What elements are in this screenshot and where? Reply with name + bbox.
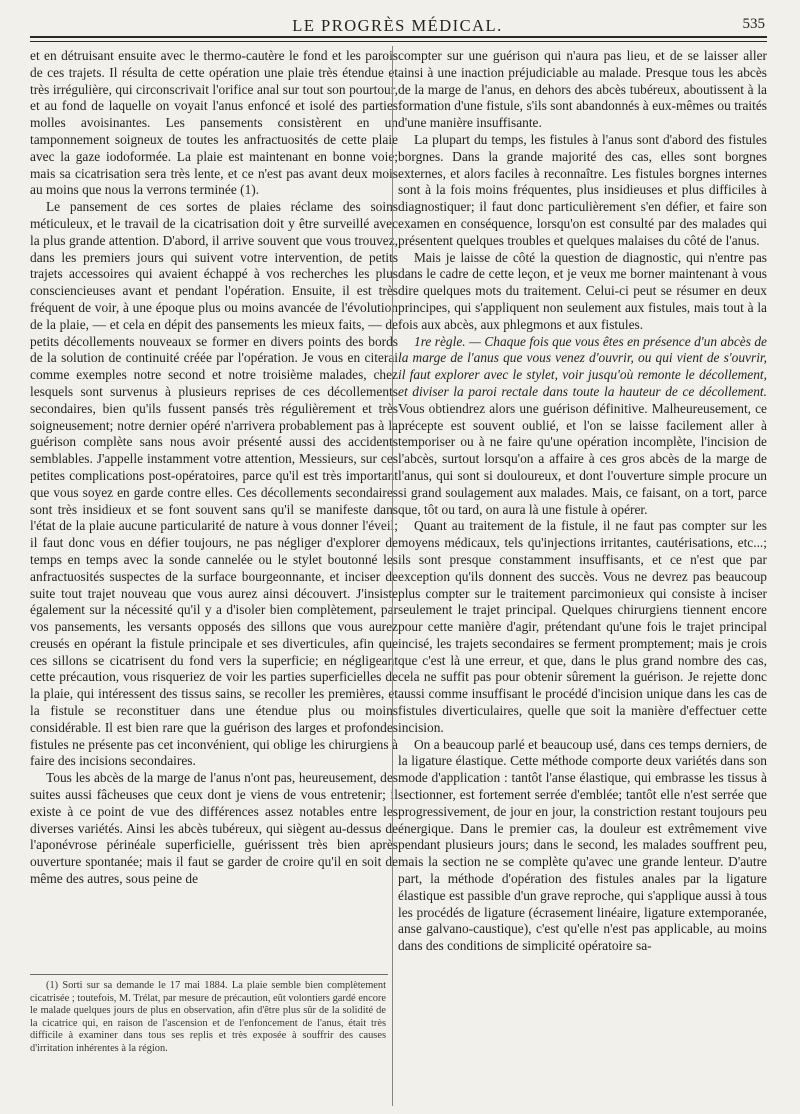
footnote-rule — [30, 974, 388, 975]
rule-label: 1re règle. — — [414, 333, 481, 349]
paragraph: Quant au traitement de la fistule, il ne faut pas compter sur les moyens médicaux, tels qu'injections irritantes, cautérisations, etc...; ils sont presque constamment insuffisants, et ce n'est que par exception qu'ils donnent des succès. Vous ne devrez pas beaucoup plus compter sur le traitement parcimonieux qui consiste à inciser seulement le trajet principal. Quelques chirurgiens tiennent encore pour cette manière d'agir, prétendant qu'une fois le trajet principal incisé, les trajets secondaires se ferment promptement; mais je crois que c'est là une erreur, et que, dans le plus grand nombre des cas, cela ne suffit pas pour obtenir sûrement la guérison. Je rejette donc aussi comme insuffisant le procédé d'incision unique dans les cas de fistules diverticulaires, quelle que soit la manière d'effectuer cette incision. — [398, 518, 767, 735]
running-title: LE PROGRÈS MÉDICAL. — [292, 16, 503, 35]
paragraph: compter sur une guérison qui n'aura pas lieu, et de se laisser aller ainsi à une inaction préjudiciable au malade. Presque tous les abcès de la marge de l'anus, en dehors des abcès tubéreux, aboutissent à la formation d'une fistule, s'ils sont abandonnés à eux-mêmes ou traités d'une manière insuffisante. — [398, 48, 767, 131]
paragraph: La plupart du temps, les fistules à l'anus sont d'abord des fistules borgnes. Dans la grande majorité des cas, elles sont borgnes externes, et alors faciles à reconnaître. Les fistules borgnes internes sont à la fois moins fréquentes, plus insidieuses et plus difficiles à diagnostiquer; il faut donc particulièrement s'en défier, et faire son examen en conséquence, lorsqu'on est consulté par des malades qui présentent quelques troubles et quelques malaises du côté de l'anus. — [398, 131, 767, 248]
left-column — [30, 48, 398, 888]
rule-statement: Chaque fois que vous êtes en présence d'un abcès de la marge de l'anus que vous venez d'ouvrir, ou qui vient de s'ouvrir, il faut explorer avec le stylet, voir jusqu'où remonte le décollement, et diviser la paroi rectale dans toute la hauteur de ce décollement. — [398, 333, 767, 399]
header-rule-thin — [30, 41, 767, 42]
column-divider — [392, 46, 393, 1106]
paragraph: On a beaucoup parlé et beaucoup usé, dans ces temps derniers, de la ligature élastique. Cette méthode comporte deux variétés dans son mode d'application : tantôt l'anse élastique, qui embrasse les tissus à sectionner, est fortement serrée d'emblée; tantôt elle n'est serrée que progressivement, de jour en jour, la constriction restant toujours peu énergique. Dans le premier cas, la douleur est extrêmement vive pendant plusieurs jours; dans le second, les malades souffrent peu, mais la section ne se complète qu'avec une grande lenteur. D'autre part, la méthode d'opération des fistules anales par la ligature élastique est passible d'un grave reproche, qui s'applique aussi à tous les procédés de ligature (écrasement linéaire, ligature extemporanée, anse galvano-caustique), c'est qu'elle n'est pas applicable, au moins dans des conditions de simplicité opératoire sa- — [398, 736, 767, 954]
page-number: 535 — [742, 16, 765, 32]
header-rule-thick — [30, 36, 767, 38]
paragraph: et en détruisant ensuite avec le thermo-cautère le fond et les parois de ces trajets. Il résulta de cette opération une plaie très étendue et très irrégulière, qui circonscrivait l'orifice anal sur tout son pourtour, et au fond de laquelle on voyait l'anus enfoncé et isolé des parties molles avoisinantes. Les pansements consistèrent en un tamponnement soigneux de toutes les anfractuosités de cette plaie avec la gaze iodoformée. La plaie est maintenant en bonne voie; mais sa cicatrisation sera très lente, et ce n'est pas avant deux mois au moins que nous la verrons terminée (1). — [30, 48, 398, 198]
rule-explanation: Vous obtiendrez alors une guérison définitive. Malheureusement, ce précepte est souvent oublié, et l'on se laisse facilement aller à temporiser ou à ne faire qu'une opération incomplète, l'incision de l'abcès, surtout lorsqu'on a affaire à ces gros abcès de la marge de l'anus, qui sont si douloureux, et dont l'ouverture simple procure un si grand soulagement aux malades. Mais, ce faisant, on a tort, parce que, tôt ou tard, on aura là une fistule à opérer. — [398, 400, 767, 517]
paragraph: Tous les abcès de la marge de l'anus n'ont pas, heureusement, des suites aussi fâcheuses que ceux dont je viens de vous entretenir; il existe à ce point de vue des différences assez notables entre les diverses variétés. Ainsi les abcès tubéreux, qui siègent au-dessus de l'aponévrose périnéale superficielle, guérissent très bien après ouverture spontanée; mais il faut se garder de croire qu'il en soit de même des autres, sous peine de — [30, 770, 398, 887]
footnote: (1) Sorti sur sa demande le 17 mai 1884. La plaie semble bien complètement cicatrisée ; toutefois, M. Trélat, par mesure de précaution, eût volontiers gardé encore le malade quelques jours de plus en observation, afin d'être plus sûr de la solidité de la cicatrice qui, en raison de l'ascension et de l'enfoncement de l'anus, était très difficile à examiner dans tous ses replis et très exposée à souffrir des causes d'irritation inhérentes à la région. — [30, 980, 386, 1054]
paragraph: Mais je laisse de côté la question de diagnostic, qui n'entre pas dans le cadre de cette leçon, et je veux me borner maintenant à vous dire quelques mots du traitement. Celui-ci peut se résumer en deux principes, qui s'appliquent non seulement aux fistules, mais tout à la fois aux abcès, aux phlegmons et aux fistules. — [398, 249, 767, 332]
paragraph: Le pansement de ces sortes de plaies réclame des soins méticuleux, et le travail de la cicatrisation doit y être surveillé avec la plus grande attention. D'abord, il arrive souvent que vous trouvez, dans les premiers jours qui suivent votre intervention, de petits trajets accessoires qui avaient échappé à vos recherches les plus consciencieuses avant et pendant l'opération. Ensuite, il est très fréquent de voir, à une époque plus ou moins avancée de l'évolution de la plaie, — et cela en dépit des pansements les mieux faits, — de petits décollements nouveaux se former en divers points des bords de la solution de continuité créée par l'opération. Je vous en citerai comme exemples notre second et notre troisième malades, chez lesquels sont survenus à plusieurs reprises de ces décollements secondaires, bien qu'ils fussent pansés très régulièrement et très soigneusement; notre dernier opéré n'arrivera probablement pas à la guérison complète sans nous avoir présenté aussi des accidents semblables. J'appelle instamment votre attention, Messieurs, sur ces petites complications post-opératoires, parce qu'il est très important que vous soyez en garde contre elles. Ces décollements secondaires sont très insidieux et se font souvent sans qu'il se manifeste dans l'état de la plaie aucune particularité de nature à vous donner l'éveil; il faut donc vous en défier toujours, ne pas négliger d'explorer de temps en temps avec la sonde cannelée ou le stylet boutonné les anfractuosités suspectes de la surface bourgeonnante, et inciser de suite tout trajet nouveau que vous aurez ainsi découvert. J'insiste également sur la nécessité qu'il y a d'isoler bien complètement, par vos pansements, les versants opposés des sillons que vous aurez creusés en opérant la fistule principale et ses diverticules, afin que ces sillons se cicatrisent du fond vers la superficie; en négligeant cette précaution, vous risqueriez de voir les parties superficielles de la plaie, qui intéressent des tissus sains, se recoller les premières, et la fistule se reconstituer dans une étendue plus ou moins considérable. Il est bien rare que la guérison des larges et profondes fistules ne présente pas cet inconvénient, qui oblige les chirurgiens à faire des incisions secondaires. — [30, 199, 398, 769]
rule-paragraph — [398, 334, 767, 519]
right-column — [398, 48, 767, 955]
